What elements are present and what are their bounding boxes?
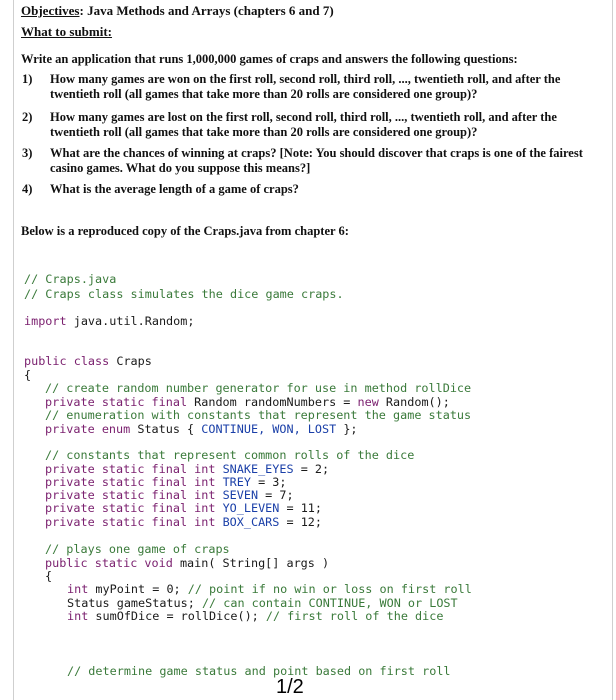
code-main-decl xyxy=(45,556,329,570)
code-comment: // plays one game of craps xyxy=(45,542,230,556)
code-comment: // enumeration with constants that represent the game status xyxy=(45,408,472,422)
question-number: 3) xyxy=(22,146,33,160)
code-enum xyxy=(45,422,358,436)
page-number: 1/2 xyxy=(276,676,304,698)
code-import xyxy=(24,314,194,328)
code-keyword: int xyxy=(67,609,89,623)
code-comment: // constants that represent common rolls of the dice xyxy=(45,448,415,462)
code-text: Status { xyxy=(130,422,202,436)
code-random-field xyxy=(45,395,450,409)
code-keyword: private static final int xyxy=(45,501,223,515)
code-text: = 12; xyxy=(279,515,323,529)
assignment-intro: Write an application that runs 1,000,000 games of craps and answers the following questions: xyxy=(21,52,518,66)
code-text: Status gameStatus; xyxy=(67,596,202,610)
question-number: 2) xyxy=(22,110,33,124)
code-text: }; xyxy=(336,422,358,436)
code-constant: SNAKE_EYES xyxy=(222,462,294,476)
code-comment: // point if no win or loss on first roll xyxy=(187,582,472,596)
code-keyword: private static final int xyxy=(45,515,223,529)
question-number: 1) xyxy=(22,72,33,86)
question-text: What is the average length of a game of craps? xyxy=(50,182,299,196)
code-text: Craps xyxy=(109,354,152,368)
code-comment: // first roll of the dice xyxy=(265,609,444,623)
code-text: main( String[] args ) xyxy=(172,556,330,570)
reproduced-copy-note: Below is a reproduced copy of the Craps.java from chapter 6: xyxy=(21,224,349,238)
code-class-decl xyxy=(24,354,152,368)
code-listing xyxy=(24,0,614,678)
code-determine xyxy=(67,664,451,678)
code-brace: { xyxy=(45,569,53,583)
code-const xyxy=(45,488,294,502)
objectives-label: Objectives xyxy=(21,3,80,18)
code-keyword: private enum xyxy=(45,422,131,436)
code-gamestatus xyxy=(67,596,458,610)
code-keyword: public class xyxy=(24,354,110,368)
code-text: = 11; xyxy=(279,501,323,515)
code-keyword: public static void xyxy=(45,556,173,570)
code-const xyxy=(45,515,322,529)
code-const xyxy=(45,501,322,515)
code-keyword: int xyxy=(67,582,89,596)
code-constant: SEVEN xyxy=(222,488,259,502)
objectives-text: : Java Methods and Arrays (chapters 6 and 7) xyxy=(79,3,334,18)
code-text: = 3; xyxy=(250,475,287,489)
code-const xyxy=(45,462,329,476)
code-constant: BOX_CARS xyxy=(222,515,280,529)
code-comment: // determine game status and point based on first roll xyxy=(67,664,451,678)
question-number: 4) xyxy=(22,182,33,196)
code-comment: // Craps class simulates the dice game craps. xyxy=(24,287,344,301)
what-to-submit-heading: What to submit: xyxy=(21,24,113,39)
code-text: java.util.Random; xyxy=(66,314,195,328)
code-keyword: private static final int xyxy=(45,475,223,489)
code-text: Random randomNumbers = xyxy=(187,395,358,409)
code-brace: { xyxy=(24,368,32,382)
code-constant: TREY xyxy=(222,475,251,489)
code-mypoint xyxy=(67,582,472,596)
code-sumofdice xyxy=(67,609,443,623)
code-keyword: import xyxy=(24,314,67,328)
question-text: What are the chances of winning at craps? [Note: You should discover that craps is one of the fairest casino games. What do you suppose this means?] xyxy=(50,146,583,175)
code-keyword: new xyxy=(357,395,379,409)
code-text: = 7; xyxy=(258,488,294,502)
code-comment: // Craps.java xyxy=(24,272,117,286)
code-keyword: private static final int xyxy=(45,462,223,476)
code-text: = 2; xyxy=(293,462,330,476)
code-const xyxy=(45,475,287,489)
question-text: How many games are lost on the first roll, second roll, third roll, ..., twentieth roll, and after the twentieth roll (all games that take more than 20 rolls are considered one group)? xyxy=(50,110,557,139)
code-keyword: private static final int xyxy=(45,488,223,502)
code-keyword: private static final xyxy=(45,395,188,409)
question-text: How many games are won on the first roll, second roll, third roll, ..., twentieth roll, and after the twentieth roll (all games that take more than 20 rolls are considered one group)? xyxy=(50,72,561,101)
code-text: myPoint = 0; xyxy=(88,582,188,596)
code-comment: // create random number generator for use in method rollDice xyxy=(45,381,472,395)
code-text: Random(); xyxy=(378,395,450,409)
code-constant: CONTINUE, WON, LOST xyxy=(201,422,337,436)
code-constant: YO_LEVEN xyxy=(222,501,280,515)
code-comment: // can contain CONTINUE, WON or LOST xyxy=(201,596,458,610)
code-text: sumOfDice = rollDice(); xyxy=(88,609,266,623)
